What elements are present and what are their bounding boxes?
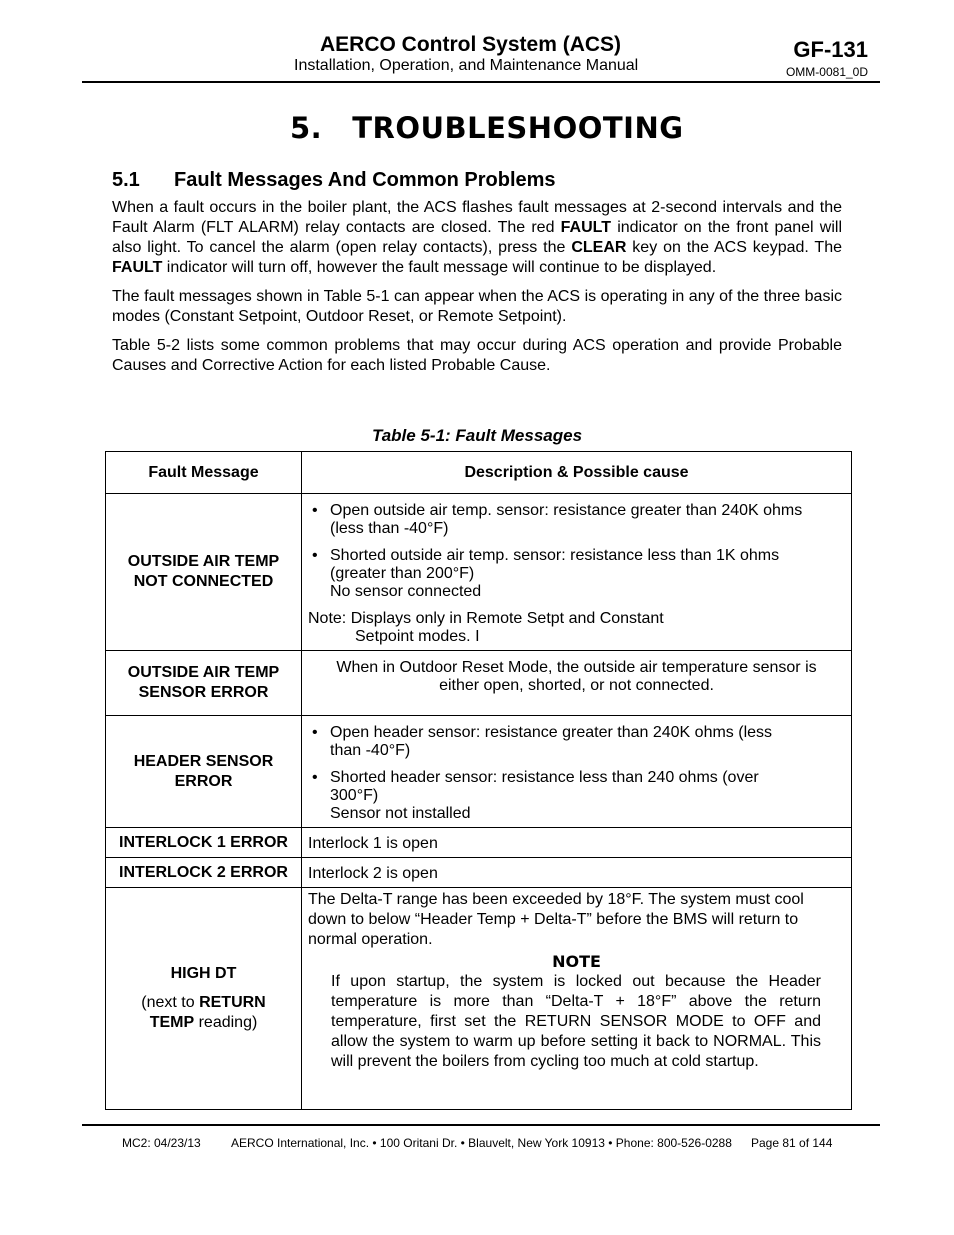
cause-text: • Shorted header sensor: resistance less than 240 ohms (over xyxy=(330,769,759,786)
fault-cell xyxy=(106,888,302,1110)
chapter-heading xyxy=(290,111,684,145)
cause-text: • Shorted outside air temp. sensor: resistance less than 1K ohms xyxy=(330,547,780,564)
paragraph-1-text: When a fault occurs in the boiler plant, the ACS flashes fault messages at 2-second intervals and the Fault Alarm (FLT ALARM) relay contacts are closed. The red xyxy=(112,199,842,236)
fault-name: SENSOR ERROR xyxy=(138,684,269,701)
cause-text: (less than -40°F) xyxy=(330,520,449,537)
fault-name: OUTSIDE AIR TEMP xyxy=(127,553,280,570)
list-item xyxy=(308,502,845,538)
cause-list xyxy=(308,502,845,601)
table-row xyxy=(106,828,852,858)
fault-keyword: FAULT xyxy=(560,219,612,236)
table-row xyxy=(106,858,852,888)
table-header-row xyxy=(106,452,852,494)
fault-name: ERROR xyxy=(174,772,233,790)
fault-detail-text: reading) xyxy=(194,1014,258,1031)
cause-text: Sensor not installed xyxy=(330,805,471,822)
table-caption: Table 5-1: Fault Messages xyxy=(371,426,583,445)
paragraph-2: The fault messages shown in Table 5-1 can appear when the ACS is operating in any of the three basic modes (Constant Setpoint, Outdoor Reset, or Remote Setpoint). xyxy=(112,288,842,325)
page-number: Page 81 of 144 xyxy=(751,1136,833,1150)
fault-cell: INTERLOCK 1 ERROR xyxy=(106,828,302,858)
cause-text: (greater than 200°F) xyxy=(330,565,475,582)
note-text: If upon startup, the system is locked out because the Header temperature is more than “Delta-T + 18°F” above the return temperature, first set the RETURN SENSOR MODE to OFF and allow the system to warm up before setting it back to NORMAL. This will prevent the boilers from cycling too much at cold startup. xyxy=(331,973,821,1070)
footer-rule xyxy=(82,1124,880,1126)
fault-name: HIGH DT xyxy=(170,965,237,982)
list-item xyxy=(308,547,845,601)
cause-text: than -40°F) xyxy=(330,742,411,759)
table-row xyxy=(106,494,852,651)
fault-cell xyxy=(106,651,302,716)
paragraph-1-text: indicator on the front panel will also light. To cancel the alarm (open relay contacts), press the xyxy=(112,219,843,256)
section-title: Fault Messages And Common Problems xyxy=(174,169,556,191)
clear-keyword: CLEAR xyxy=(571,239,627,256)
fault-name: NOT CONNECTED xyxy=(133,573,274,590)
list-item xyxy=(308,769,845,823)
fault-name: HEADER SENSOR xyxy=(133,752,274,770)
fault-cell xyxy=(106,494,302,651)
row-note: Note: Displays only in Remote Setpt and Constant xyxy=(308,610,664,627)
cause-text: • Open header sensor: resistance greater than 240K ohms (less xyxy=(330,724,773,741)
cause-text: No sensor connected xyxy=(330,583,482,600)
fault-detail-text: TEMP xyxy=(149,1014,195,1031)
table-row xyxy=(106,716,852,828)
fault-cell: INTERLOCK 2 ERROR xyxy=(106,858,302,888)
description-text: either open, shorted, or not connected. xyxy=(439,677,714,694)
body-text xyxy=(112,198,842,385)
fault-keyword: FAULT xyxy=(112,259,163,276)
footer-company: AERCO International, Inc. • 100 Oritani Dr. • Blauvelt, New York 10913 • Phone: 800-526-0288 xyxy=(231,1136,732,1150)
fault-detail-text: (next to xyxy=(141,994,200,1011)
cause-text: 300°F) xyxy=(330,787,379,804)
paragraph-1 xyxy=(112,198,842,278)
fault-messages-table xyxy=(105,451,852,1110)
table-row xyxy=(106,888,852,1110)
document-subtitle: Installation, Operation, and Maintenance Manual xyxy=(294,57,639,74)
description-cell xyxy=(302,716,852,828)
fault-cell xyxy=(106,716,302,828)
row-note: Setpoint modes. I xyxy=(355,628,480,645)
chapter-title: TROUBLESHOOTING xyxy=(352,111,684,145)
description-cell xyxy=(302,651,852,716)
fault-name: OUTSIDE AIR TEMP xyxy=(127,664,280,681)
chapter-number: 5. xyxy=(290,111,323,145)
cause-text: • Open outside air temp. sensor: resistance greater than 240K ohms xyxy=(330,502,803,519)
paragraph-3: Table 5-2 lists some common problems that may occur during ACS operation and provide Probable Causes and Corrective Action for each listed Probable Cause. xyxy=(112,337,842,374)
document-title: AERCO Control System (ACS) xyxy=(320,33,622,56)
document-number: OMM-0081_0D xyxy=(785,65,868,79)
cause-list xyxy=(308,724,845,823)
description-cell xyxy=(302,888,852,1110)
fault-detail xyxy=(106,1013,301,1033)
table-row xyxy=(106,651,852,716)
column-header-fault: Fault Message xyxy=(106,452,302,494)
column-header-description: Description & Possible cause xyxy=(302,452,852,494)
section-number: 5.1 xyxy=(112,169,140,191)
description-text: The Delta-T range has been exceeded by 18°F. The system must cool down to below “Header Temp + Delta-T” before the BMS will return to normal operation. xyxy=(308,891,804,948)
description-text: When in Outdoor Reset Mode, the outside air temperature sensor is xyxy=(336,659,817,676)
description-cell: Interlock 2 is open xyxy=(302,858,852,888)
product-code: GF-131 xyxy=(793,37,868,62)
list-item xyxy=(308,724,845,760)
footer-date: MC2: 04/23/13 xyxy=(122,1136,201,1150)
paragraph-1-text: key on the ACS keypad. The xyxy=(626,239,842,256)
fault-detail-text: RETURN xyxy=(199,994,266,1011)
note-heading: NOTE xyxy=(552,952,601,971)
header-rule xyxy=(82,81,880,83)
section-heading xyxy=(112,169,556,192)
fault-detail xyxy=(106,993,301,1013)
paragraph-1-text: indicator will turn off, however the fault message will continue to be displayed. xyxy=(162,259,717,276)
description-cell xyxy=(302,494,852,651)
description-cell: Interlock 1 is open xyxy=(302,828,852,858)
